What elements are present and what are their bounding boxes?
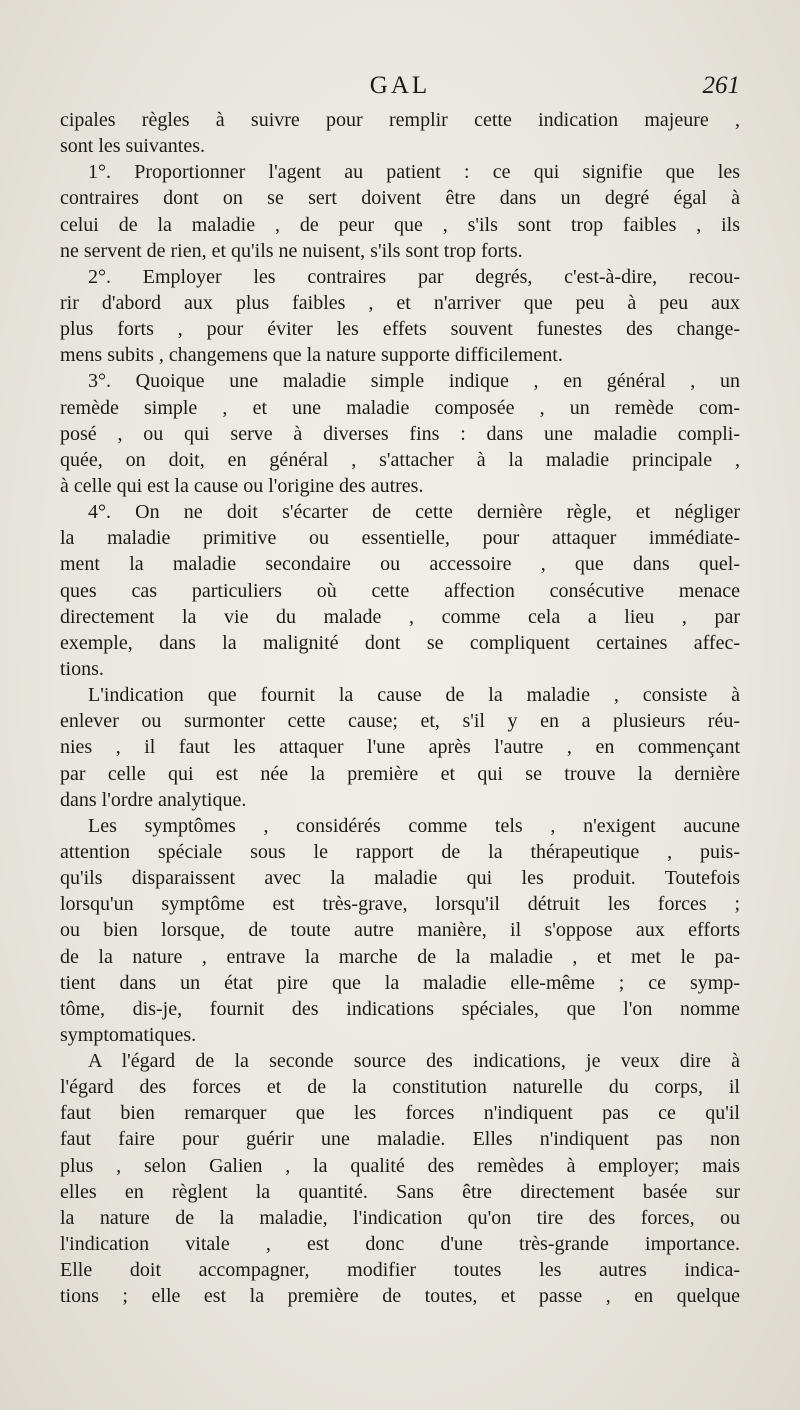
text-line: exemple, dans la malignité dont se compliquent certaines affec- (60, 631, 740, 654)
text-line: plus , selon Galien , la qualité des remèdes à employer; mais (60, 1154, 740, 1177)
text-line: quée, on doit, en général , s'attacher à la maladie principale , (60, 448, 740, 471)
text-line: sont les suivantes. (60, 135, 205, 158)
text-line: attention spéciale sous le rapport de la thérapeutique , puis- (60, 840, 740, 863)
text-line: par celle qui est née la première et qui se trouve la dernière (60, 762, 740, 785)
text-line: tions ; elle est la première de toutes, et passe , en quelque (60, 1285, 740, 1308)
text-line: de la nature , entrave la marche de la maladie , et met le pa- (60, 945, 740, 968)
text-line: 4°. On ne doit s'écarter de cette dernière règle, et négliger (88, 501, 740, 524)
text-line: tions. (60, 657, 104, 680)
text-line: tôme, dis-je, fournit des indications spéciales, que l'on nomme (60, 997, 740, 1020)
text-line: A l'égard de la seconde source des indications, je veux dire à (88, 1050, 740, 1073)
text-line: 2°. Employer les contraires par degrés, c'est-à-dire, recou- (88, 265, 740, 288)
running-head (60, 72, 740, 102)
running-head-title: GAL (369, 72, 431, 99)
text-line: lorsqu'un symptôme est très-grave, lorsqu'il détruit les forces ; (60, 893, 740, 916)
text-line: 1°. Proportionner l'agent au patient : ce qui signifie que les (88, 161, 740, 184)
text-line: ment la maladie secondaire ou accessoire , que dans quel- (60, 553, 740, 576)
text-line: l'indication vitale , est donc d'une très-grande importance. (60, 1233, 740, 1256)
text-line: ou bien lorsque, de toute autre manière, il s'oppose aux efforts (60, 919, 740, 942)
text-line: faut faire pour guérir une maladie. Elles n'indiquent pas non (60, 1128, 740, 1151)
text-line: rir d'abord aux plus faibles , et n'arriver que peu à peu aux (60, 291, 740, 314)
text-line: directement la vie du malade , comme cela a lieu , par (60, 605, 740, 628)
text-line: celui de la maladie , de peur que , s'ils sont trop faibles , ils (60, 213, 740, 236)
text-line: 3°. Quoique une maladie simple indique , en général , un (88, 370, 740, 393)
text-line: cipales règles à suivre pour remplir cette indication majeure , (60, 109, 740, 131)
text-line: contraires dont on se sert doivent être dans un degré égal à (60, 187, 740, 210)
text-line: posé , ou qui serve à diverses fins : dans une maladie compli- (60, 422, 740, 445)
text-line: nies , il faut les attaquer l'une après l'autre , en commençant (60, 736, 740, 759)
text-line: Les symptômes , considérés comme tels , n'exigent aucune (88, 814, 740, 837)
text-line: elles en règlent la quantité. Sans être directement basée sur (60, 1180, 740, 1203)
text-line: enlever ou surmonter cette cause; et, s'il y en a plusieurs réu- (60, 710, 740, 733)
text-line: remède simple , et une maladie composée , un remède com- (60, 396, 740, 419)
text-line: faut bien remarquer que les forces n'indiquent pas ce qu'il (60, 1102, 740, 1125)
page-number: 261 (702, 72, 740, 99)
text-line: la nature de la maladie, l'indication qu'on tire des forces, ou (60, 1206, 740, 1229)
text-line: Elle doit accompagner, modifier toutes les autres indica- (60, 1259, 740, 1282)
text-line: ne servent de rien, et qu'ils ne nuisent, s'ils sont trop forts. (60, 239, 523, 262)
text-line: L'indication que fournit la cause de la maladie , consiste à (88, 684, 740, 707)
text-line: mens subits , changemens que la nature supporte difficilement. (60, 344, 563, 367)
body-text (60, 107, 740, 1309)
text-line: à celle qui est la cause ou l'origine des autres. (60, 474, 424, 497)
text-line: la maladie primitive ou essentielle, pour attaquer immédiate- (60, 527, 740, 550)
text-line: tient dans un état pire que la maladie elle-même ; ce symp- (60, 971, 740, 994)
text-line: symptomatiques. (60, 1023, 197, 1046)
text-line: qu'ils disparaissent avec la maladie qui les produit. Toutefois (60, 867, 740, 890)
text-line: plus forts , pour éviter les effets souvent funestes des change- (60, 318, 740, 341)
text-line: l'égard des forces et de la constitution naturelle du corps, il (60, 1076, 740, 1099)
text-line: dans l'ordre analytique. (60, 788, 247, 811)
text-line: ques cas particuliers où cette affection consécutive menace (60, 579, 740, 602)
